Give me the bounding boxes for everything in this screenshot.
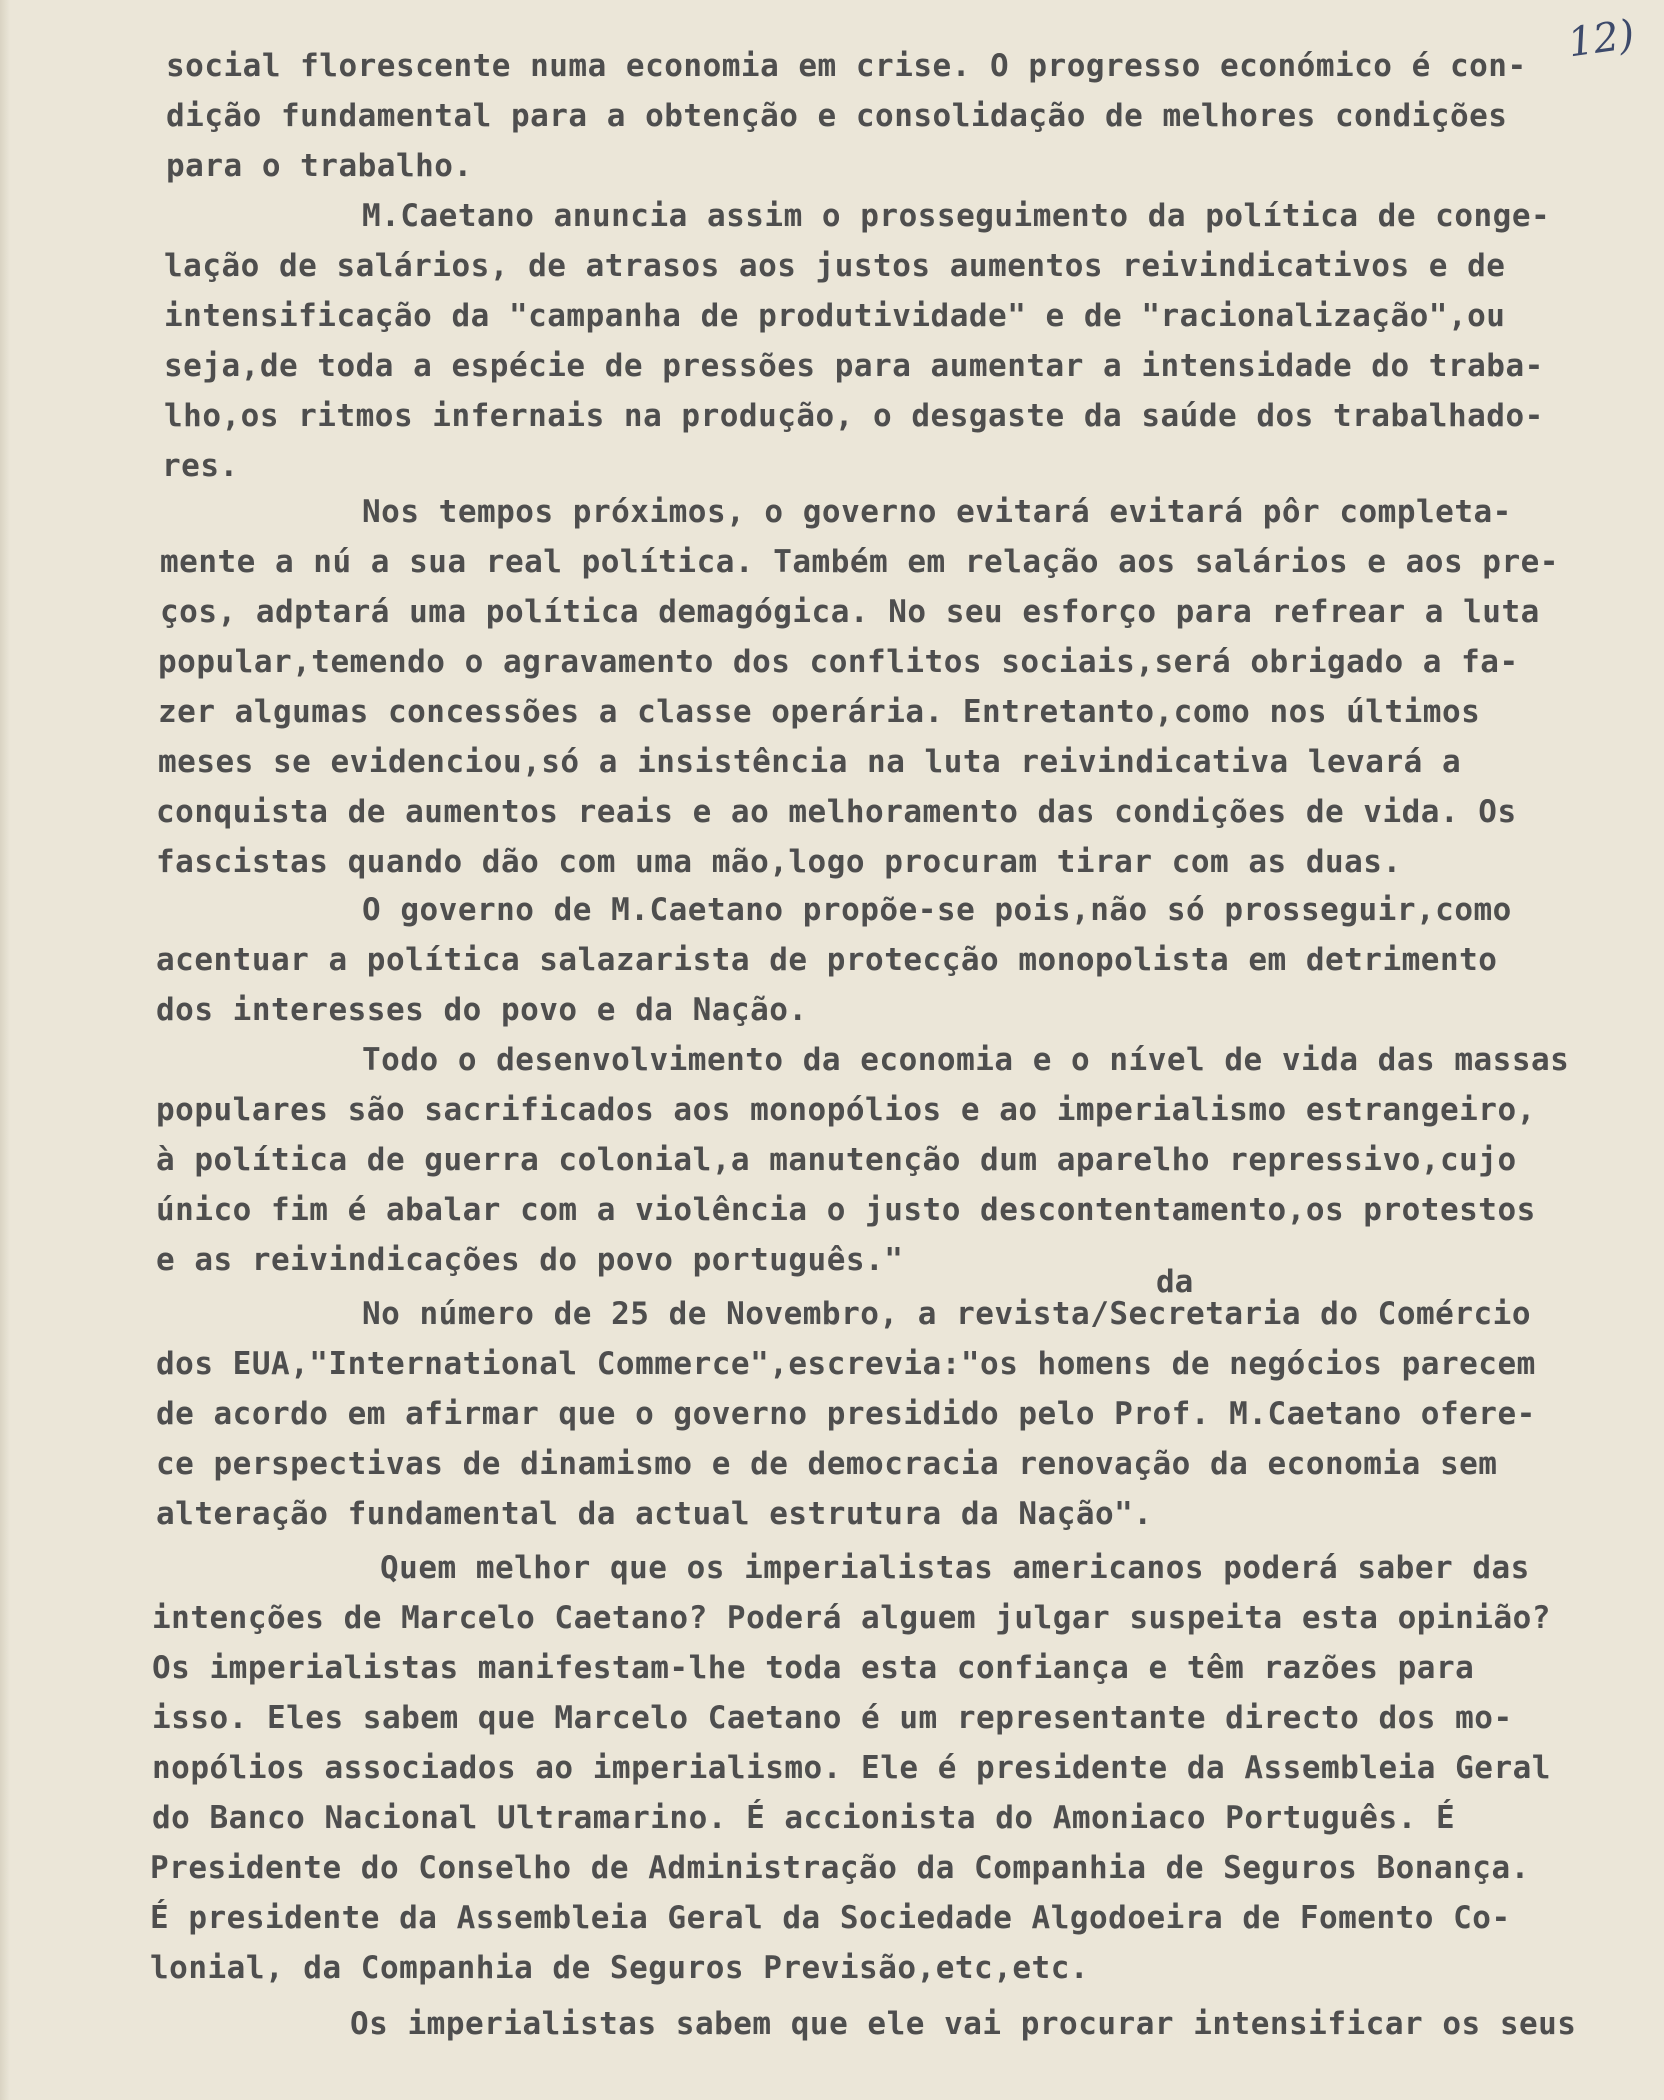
page-edge-shadow — [0, 0, 10, 2100]
text-line: Os imperialistas manifestam-lhe toda esta confiança e têm razões para — [152, 1650, 1475, 1686]
text-line: O governo de M.Caetano propõe-se pois,não só prosseguir,como — [362, 892, 1512, 928]
text-line: social florescente numa economia em crise. O progresso económico é con- — [166, 48, 1527, 84]
text-line: populares são sacrificados aos monopólios e ao imperialismo estrangeiro, — [156, 1092, 1536, 1128]
text-line: seja,de toda a espécie de pressões para aumentar a intensidade do traba- — [164, 348, 1544, 384]
text-line: intensificação da "campanha de produtividade" e de "racionalização",ou — [164, 298, 1506, 334]
text-line: conquista de aumentos reais e ao melhoramento das condições de vida. Os — [156, 794, 1517, 830]
text-line: ce perspectivas de dinamismo e de democracia renovação da economia sem — [156, 1446, 1498, 1482]
text-line: isso. Eles sabem que Marcelo Caetano é um representante directo dos mo- — [152, 1700, 1513, 1736]
text-line: Presidente do Conselho de Administração da Companhia de Seguros Bonança. — [150, 1850, 1530, 1886]
text-line: lonial, da Companhia de Seguros Previsão,etc,etc. — [150, 1950, 1090, 1986]
text-line: de acordo em afirmar que o governo presidido pelo Prof. M.Caetano ofere- — [156, 1396, 1536, 1432]
text-line: lho,os ritmos infernais na produção, o desgaste da saúde dos trabalhado- — [164, 398, 1544, 434]
text-line: e as reivindicações do povo português." — [156, 1242, 904, 1278]
text-line: à política de guerra colonial,a manutenção dum aparelho repressivo,cujo — [156, 1142, 1517, 1178]
text-line: único fim é abalar com a violência o justo descontentamento,os protestos — [156, 1192, 1536, 1228]
text-line: zer algumas concessões a classe operária. Entretanto,como nos últimos — [158, 694, 1481, 730]
text-line: É presidente da Assembleia Geral da Sociedade Algodoeira de Fomento Co- — [150, 1900, 1511, 1936]
text-line: dição fundamental para a obtenção e consolidação de melhores condições — [166, 98, 1508, 134]
text-line: acentuar a política salazarista de protecção monopolista em detrimento — [156, 942, 1498, 978]
text-line: dos EUA,"International Commerce",escrevia:"os homens de negócios parecem — [156, 1346, 1536, 1382]
text-line: ços, adptará uma política demagógica. No seu esforço para refrear a luta — [160, 594, 1540, 630]
text-line: Quem melhor que os imperialistas americanos poderá saber das — [380, 1550, 1530, 1586]
text-line: nopólios associados ao imperialismo. Ele é presidente da Assembleia Geral — [152, 1750, 1551, 1786]
text-line: res. — [162, 448, 239, 484]
text-line: do Banco Nacional Ultramarino. É accionista do Amoniaco Português. É — [152, 1800, 1456, 1836]
text-line: lação de salários, de atrasos aos justos aumentos reivindicativos e de — [164, 248, 1506, 284]
text-line: intenções de Marcelo Caetano? Poderá alguem julgar suspeita esta opinião? — [152, 1600, 1551, 1636]
text-line: meses se evidenciou,só a insistência na luta reivindicativa levará a — [158, 744, 1462, 780]
text-line: Todo o desenvolvimento da economia e o nível de vida das massas — [362, 1042, 1570, 1078]
text-line: fascistas quando dão com uma mão,logo procuram tirar com as duas. — [156, 844, 1402, 880]
text-line: popular,temendo o agravamento dos conflitos sociais,será obrigado a fa- — [158, 644, 1519, 680]
text-line: No número de 25 de Novembro, a revista/Secretaria do Comércio — [362, 1296, 1531, 1332]
handwritten-page-number: 12) — [1565, 11, 1638, 67]
text-line: Nos tempos próximos, o governo evitará evitará pôr completa- — [362, 494, 1512, 530]
handwritten-insertion: da — [1156, 1264, 1194, 1300]
text-line: alteração fundamental da actual estrutura da Nação". — [156, 1496, 1153, 1532]
text-line: dos interesses do povo e da Nação. — [156, 992, 808, 1028]
text-line: M.Caetano anuncia assim o prosseguimento da política de conge- — [362, 198, 1551, 234]
text-line: Os imperialistas sabem que ele vai procurar intensificar os seus — [350, 2006, 1577, 2042]
text-line: para o trabalho. — [166, 148, 473, 184]
text-line: mente a nú a sua real política. Também em relação aos salários e aos pre- — [160, 544, 1559, 580]
